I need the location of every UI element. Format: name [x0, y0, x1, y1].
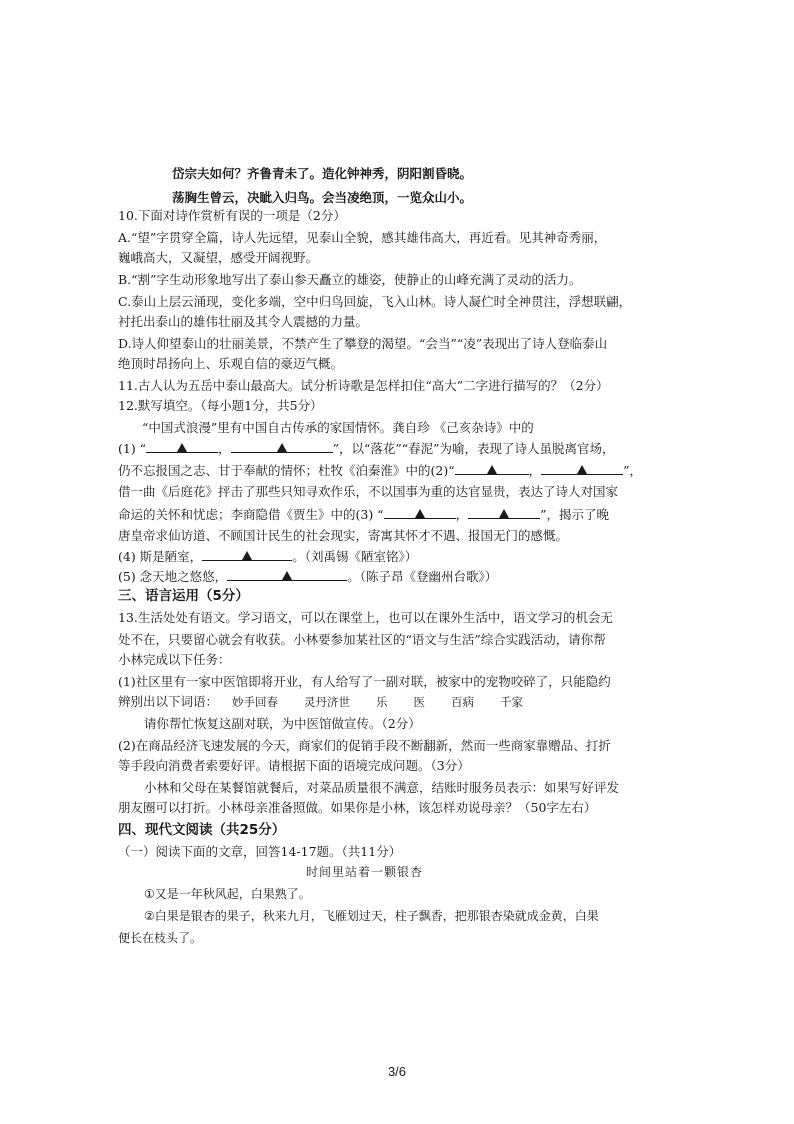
answer-blank-8[interactable]	[227, 568, 347, 581]
section-3-heading: 三、语言运用（5分）	[118, 588, 249, 604]
q12-line-2	[118, 462, 678, 479]
passage-title: 时间里站着一颗银杏	[306, 865, 424, 879]
q12-line-6	[118, 548, 678, 565]
q13-task-1-words-label: 辨别出以下词语：	[118, 694, 219, 709]
q12-line-6-prefix: (4) 斯是陋室，	[118, 549, 203, 564]
q10-stem: 10.下面对诗作赏析有误的一项是（2分）	[118, 208, 346, 223]
q13-para-1: 13.生活处处有语文。学习语文，可以在课堂上，也可以在课外生活中，语文学习的机会无	[118, 610, 613, 625]
q13-task-1-prompt: 请你帮忙恢复这副对联，为中医馆做宣传。（2分）	[144, 716, 421, 731]
answer-blank-6[interactable]	[468, 506, 540, 519]
q12-line-2-suffix: ”，	[623, 463, 643, 478]
poem-line-2: 荡胸生曾云，决眦入归鸟。会当凌绝顶，一览众山小。	[172, 190, 473, 205]
passage-paragraph-2-cont: 便长在枝头了。	[118, 931, 203, 945]
q12-line-2-sep: ，	[528, 463, 542, 478]
couplet-word: 妙手回春	[232, 695, 278, 709]
q12-line-4-sep: ，	[455, 507, 469, 522]
q12-line-7-prefix: (5) 念天地之悠悠，	[118, 569, 228, 584]
q12-line-7-suffix: 。（陈子昂《登幽州台歌》）	[347, 569, 498, 584]
q13-task-2-cont: 等手段向消费者索要好评。请根据下面的语境完成问题。（3分）	[118, 758, 470, 773]
answer-blank-5[interactable]	[384, 506, 456, 519]
q10-option-a-cont: 巍峨高大，又凝望，感受开阔视野。	[118, 250, 319, 265]
couplet-word: 千家	[500, 695, 523, 709]
q13-task-1: (1)社区里有一家中医馆即将开业，有人给写了一副对联，被家中的宠物咬碎了，只能隐约	[118, 674, 611, 689]
answer-blank-2[interactable]	[231, 440, 333, 453]
poem-line-1: 岱宗夫如何？齐鲁青未了。造化钟神秀，阴阳割昏晓。	[172, 166, 473, 181]
triangle-marker-icon	[282, 571, 292, 580]
q10-option-b: B.“割”字生动形象地写出了泰山参天矗立的雄姿，使静止的山峰充满了灵动的活力。	[118, 272, 582, 287]
q12-line-4	[118, 506, 678, 523]
q10-option-a: A.“望”字贯穿全篇，诗人先远望，见泰山全貌，感其雄伟高大，再近看。见其神奇秀丽，	[118, 230, 607, 245]
q11-text: 11.古人认为五岳中泰山最高大。试分析诗歌是怎样扣住“高大”二字进行描写的？（2分）	[118, 378, 609, 393]
page-number: 3/6	[387, 1064, 407, 1079]
q12-line-6-suffix: 。（刘禹锡《陋室铭》）	[292, 549, 418, 564]
q12-line-5: 唐皇帝求仙访道、不顾国计民生的社会现实，寄寓其怀才不遇、报国无门的感慨。	[118, 528, 569, 543]
triangle-marker-icon	[177, 443, 187, 452]
q12-line-2-prefix: 仍不忘报国之志、甘于奉献的情怀；杜牧《泊秦淮》中的(2)“	[118, 463, 455, 478]
q12-stem: 12.默写填空。（每小题1分，共5分）	[118, 398, 323, 413]
q10-option-c: C.泰山上层云涌现，变化多端，空中归鸟回旋，飞入山林。诗人凝伫时全神贯注，浮想联翩，	[118, 294, 632, 309]
q12-line-1-sep: ，	[218, 441, 231, 456]
q10-option-c-cont: 衬托出泰山的雄伟壮丽及其令人震撼的力量。	[118, 314, 369, 329]
q12-line-7	[118, 568, 678, 585]
q13-para-3: 小林完成以下任务：	[118, 652, 231, 667]
triangle-marker-icon	[415, 509, 425, 518]
couplet-word: 乐	[376, 695, 388, 709]
q13-task-1-words-line	[118, 694, 678, 710]
q13-task-2-context: 小林和父母在某餐馆就餐后，对菜品质量很不满意，结账时服务员表示：如果写好评发	[144, 780, 620, 795]
triangle-marker-icon	[242, 551, 252, 560]
triangle-marker-icon	[577, 465, 587, 474]
q12-intro: “中国式浪漫”里有中国自古传承的家国情怀。龚自珍 《己亥杂诗》中的	[142, 420, 534, 435]
q13-para-2: 处不在，只要留心就会有收获。小林要参加某社区的“语文与生活”综合实践活动，请你帮	[118, 632, 606, 647]
couplet-word-list	[232, 694, 549, 709]
reading-instruction: （一）阅读下面的文章，回答14-17题。（共11分）	[118, 844, 402, 859]
q12-line-1-prefix: (1) “	[118, 441, 147, 456]
q12-line-1	[118, 440, 678, 457]
couplet-word: 灵丹济世	[304, 695, 350, 709]
passage-paragraph-1: ①又是一年秋风起，白果熟了。	[144, 887, 311, 901]
answer-blank-7[interactable]	[202, 548, 292, 561]
q12-line-1-suffix: ”，以“落花”“春泥”为喻，表现了诗人虽脱离官场，	[332, 441, 615, 456]
q10-option-d-cont: 绝顶时昂扬向上、乐观自信的豪迈气概。	[118, 356, 344, 371]
q12-line-3: 借一曲《后庭花》抨击了那些只知寻欢作乐，不以国事为重的达官显贵，表达了诗人对国家	[118, 484, 619, 499]
q12-line-4-prefix: 命运的关怀和忧虑；李商隐借《贾生》中的(3) “	[118, 507, 384, 522]
q13-task-2: (2)在商品经济飞速发展的今天，商家们的促销手段不断翻新，然而一些商家靠赠品、打折	[118, 738, 611, 753]
couplet-word: 医	[413, 695, 425, 709]
q13-task-2-question: 朋友圈可以打折。小林母亲准备照做。如果你是小林，该怎样劝说母亲？（50字左右）	[118, 800, 597, 815]
section-4-heading: 四、现代文阅读（共25分）	[118, 822, 286, 838]
answer-blank-3[interactable]	[455, 462, 529, 475]
passage-paragraph-2: ②白果是银杏的果子，秋来九月，飞雁划过天，柱子飘香，把那银杏染就成金黄，白果	[144, 909, 599, 923]
couplet-word: 百病	[451, 695, 474, 709]
answer-blank-4[interactable]	[541, 462, 623, 475]
answer-blank-1[interactable]	[146, 440, 218, 453]
triangle-marker-icon	[499, 509, 509, 518]
q12-line-4-suffix: ”，揭示了晚	[540, 507, 609, 522]
q10-option-d: D.诗人仰望泰山的壮丽美景，不禁产生了攀登的渴望。“会当”“凌”表现出了诗人登临泰山	[118, 336, 608, 351]
triangle-marker-icon	[277, 443, 287, 452]
triangle-marker-icon	[487, 465, 497, 474]
